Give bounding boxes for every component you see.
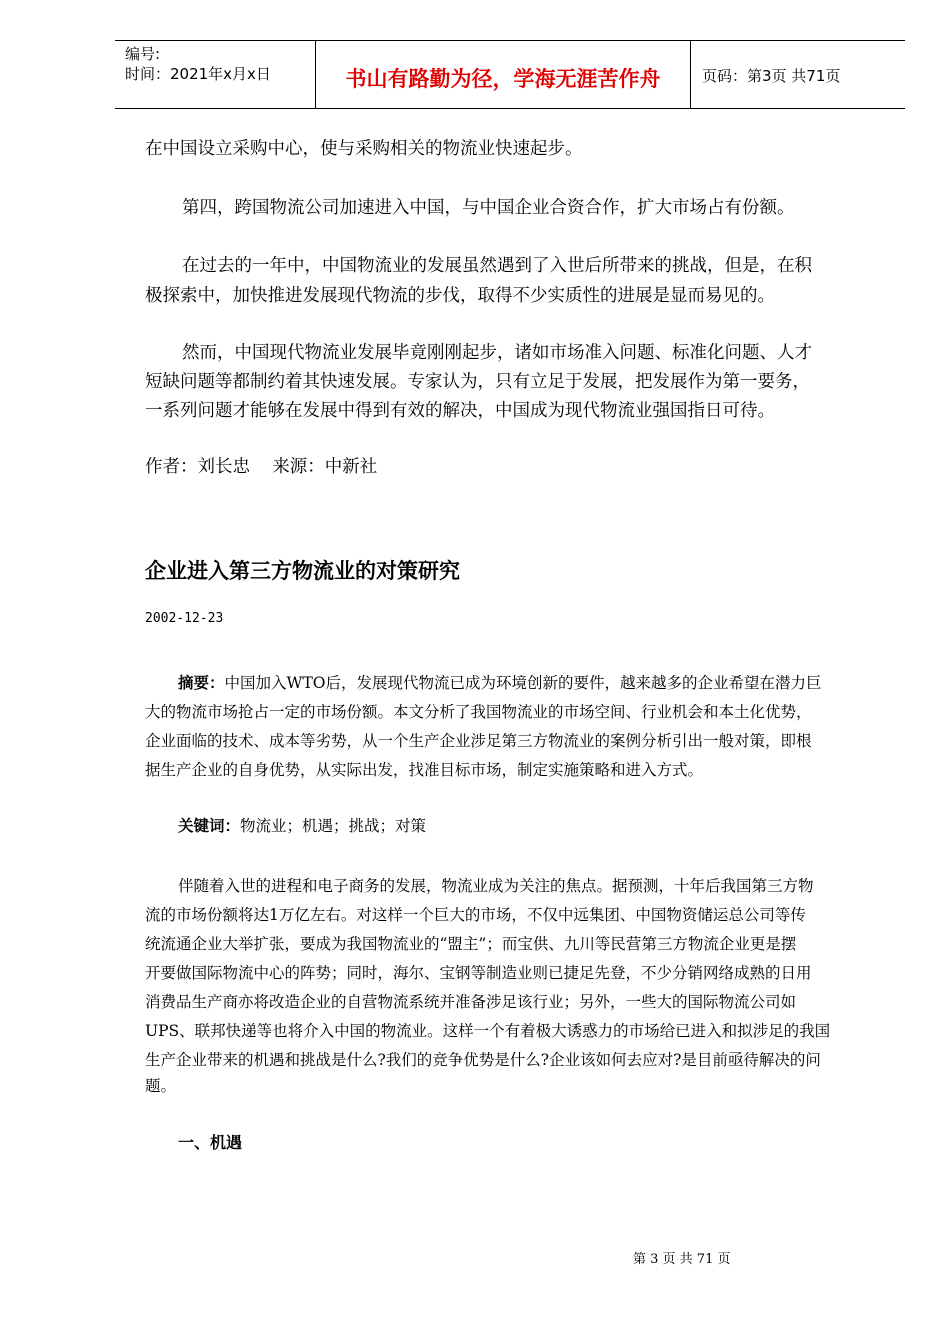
- keywords-label: 关键词：: [178, 817, 241, 835]
- body-line: 统流通企业大举扩张，要成为我国物流业的“盟主”；而宝供、九川等民营第三方物流企业更是摆: [145, 935, 797, 953]
- paragraph: 在中国设立采购中心，使与采购相关的物流业快速起步。: [145, 139, 583, 159]
- abstract-line: 企业面临的技术、成本等劣势，从一个生产企业涉足第三方物流业的案例分析引出一般对策，即根: [145, 732, 812, 750]
- keywords-line: [178, 812, 908, 841]
- byline: 作者：刘长忠 来源：中新社: [145, 457, 378, 477]
- page-label: 页码：第3页 共71页: [702, 67, 841, 85]
- article-date: 2002-12-23: [145, 611, 224, 626]
- motto: 书山有路勤为径，学海无涯苦作舟: [345, 67, 661, 91]
- article-title: 企业进入第三方物流业的对策研究: [145, 559, 460, 583]
- paragraph-line: 然而，中国现代物流业发展毕竟刚刚起步，诸如市场准入问题、标准化问题、人才: [182, 343, 812, 363]
- abstract-line: [178, 669, 908, 698]
- body-line: 伴随着入世的进程和电子商务的发展，物流业成为关注的焦点。据预测，十年后我国第三方物: [178, 877, 814, 895]
- keywords-text: 物流业；机遇；挑战；对策: [240, 817, 427, 835]
- paragraph-line: 在过去的一年中，中国物流业的发展虽然遇到了入世后所带来的挑战，但是，在积: [182, 256, 812, 276]
- page-footer: 第 3 页 共 71 页: [633, 1252, 731, 1267]
- body-line: 流的市场份额将达1万亿左右。对这样一个巨大的市场，不仅中远集团、中国物资储运总公司等传: [145, 906, 806, 924]
- body-line: 消费品生产商亦将改造企业的自营物流系统并准备涉足该行业；另外，一些大的国际物流公司如: [145, 993, 797, 1011]
- abstract-line: 大的物流市场抢占一定的市场份额。本文分析了我国物流业的市场空间、行业机会和本土化优势，: [145, 703, 812, 721]
- body-line: 题。: [145, 1077, 177, 1095]
- serial-label: 编号:: [125, 45, 161, 63]
- body-line: 生产企业带来的机遇和挑战是什么?我们的竞争优势是什么?企业该如何去应对?是目前亟待解决的问: [145, 1051, 821, 1069]
- header-motto-cell: [315, 41, 691, 108]
- section-heading: 一、机遇: [178, 1133, 243, 1152]
- time-label: 时间：2021年x月x日: [125, 65, 271, 83]
- abstract-line: 据生产企业的自身优势，从实际出发，找准目标市场，制定实施策略和进入方式。: [145, 761, 704, 779]
- body-line: 开要做国际物流中心的阵势；同时，海尔、宝钢等制造业则已捷足先登，不少分销网络成熟的日用: [145, 964, 812, 982]
- paragraph-line: 极探索中，加快推进发展现代物流的步伐，取得不少实质性的进展是显而易见的。: [145, 286, 775, 306]
- paragraph-line: 一系列问题才能够在发展中得到有效的解决，中国成为现代物流业强国指日可待。: [145, 401, 775, 421]
- abstract-label: 摘要：: [178, 674, 225, 692]
- header-page-cell: [690, 41, 905, 108]
- paragraph: 第四，跨国物流公司加速进入中国，与中国企业合资合作，扩大市场占有份额。: [182, 198, 795, 218]
- header-meta-cell: [115, 41, 315, 108]
- abstract-text: 中国加入WTO后，发展现代物流已成为环境创新的要件，越来越多的企业希望在潜力巨: [224, 674, 822, 692]
- paragraph-line: 短缺问题等都制约着其快速发展。专家认为，只有立足于发展，把发展作为第一要务，: [145, 372, 810, 392]
- body-line: UPS、联邦快递等也将介入中国的物流业。这样一个有着极大诱惑力的市场给已进入和拟涉足的我国: [145, 1022, 831, 1040]
- header-table: [115, 40, 905, 109]
